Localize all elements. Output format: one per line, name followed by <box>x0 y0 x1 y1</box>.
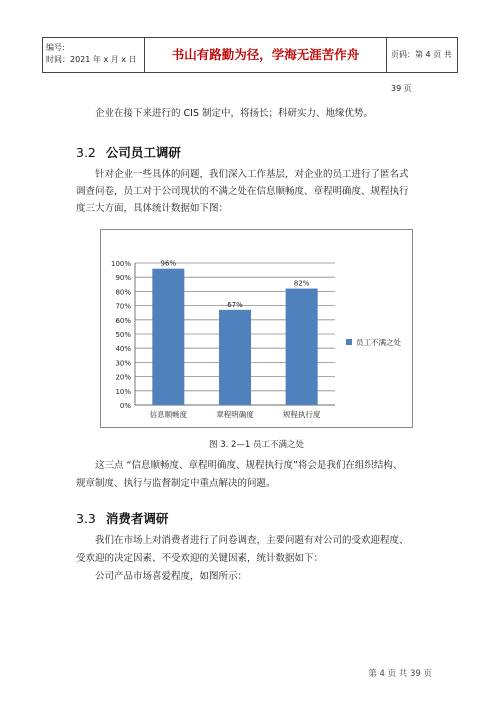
header-left-cell <box>43 38 145 72</box>
legend-swatch <box>346 339 352 345</box>
paragraph-line: 规章制度、执行与监督制定中重点解决的问题。 <box>76 478 276 489</box>
y-tick-label: 100% <box>110 260 131 268</box>
y-tick-label: 90% <box>115 274 131 283</box>
time-label: 时间：2021 年 x 月 x 日 <box>46 55 137 64</box>
bar <box>286 289 318 405</box>
number-label: 编号: <box>46 43 65 52</box>
paragraph-line: 针对企业一些具体的问题，我们深入工作基层，对企业的员工进行了匿名式 <box>95 169 409 180</box>
y-tick-label: 20% <box>115 373 131 382</box>
section-number: 3.2 <box>76 145 96 160</box>
section-title: 公司员工调研 <box>105 145 181 160</box>
y-tick-label: 80% <box>115 288 131 297</box>
paragraph-line: 度三大方面，具体统计数据如下图： <box>76 203 229 214</box>
legend-label: 员工不满之处 <box>356 338 401 347</box>
y-tick-label: 50% <box>115 331 131 339</box>
y-tick-label: 60% <box>115 316 131 325</box>
y-tick-label: 70% <box>115 302 131 311</box>
figure-caption: 图 3. 2—1 员工不满之处 <box>209 440 305 450</box>
bar-chart <box>101 230 412 427</box>
chart-frame <box>100 229 413 428</box>
y-tick-label: 40% <box>115 345 131 354</box>
intro-paragraph: 企业在接下来进行的 CIS 制定中，将扬长；科研实力、地缘优势。 <box>95 108 374 119</box>
page-header-table <box>42 37 458 93</box>
x-tick-label: 章程明确度 <box>216 410 254 419</box>
data-label: 82% <box>293 279 310 288</box>
y-tick-label: 10% <box>115 387 131 396</box>
paragraph-line: 调查问卷，员工对于公司现状的不满之处在信息顺畅度、章程明确度、规程执行 <box>76 186 409 197</box>
data-label: 67% <box>227 300 243 309</box>
x-tick-label: 规程执行度 <box>282 410 321 419</box>
paragraph-line: 受欢迎的决定因素、不受欢迎的关键因素，统计数据如下： <box>76 553 324 564</box>
bar <box>152 269 184 405</box>
paragraph-line: 这三点 “信息顺畅度、章程明确度、规程执行度”将会是我们在组织结构、 <box>95 460 403 471</box>
bar <box>219 310 251 405</box>
y-tick-label: 30% <box>115 359 131 368</box>
page-footer: 第 4 页 共 39 页 <box>368 669 432 679</box>
section-heading-3-2 <box>76 143 181 161</box>
paragraph-line: 我们在市场上对消费者进行了问卷调查，主要问题有对公司的受欢迎程度、 <box>95 535 409 546</box>
data-label: 96% <box>160 259 177 268</box>
section-heading-3-3 <box>76 509 168 527</box>
section-number: 3.3 <box>76 511 96 526</box>
x-tick-label: 信息顺畅度 <box>149 410 188 419</box>
y-tick-label: 0% <box>119 402 131 410</box>
paragraph-line: 公司产品市场喜爱程度，如图所示： <box>95 571 248 582</box>
header-page-label: 页码：第 4 页 共 39 页 <box>391 50 452 93</box>
header-motto: 书山有路勤为径，学海无涯苦作舟 <box>145 38 387 72</box>
section-title: 消费者调研 <box>105 511 169 526</box>
